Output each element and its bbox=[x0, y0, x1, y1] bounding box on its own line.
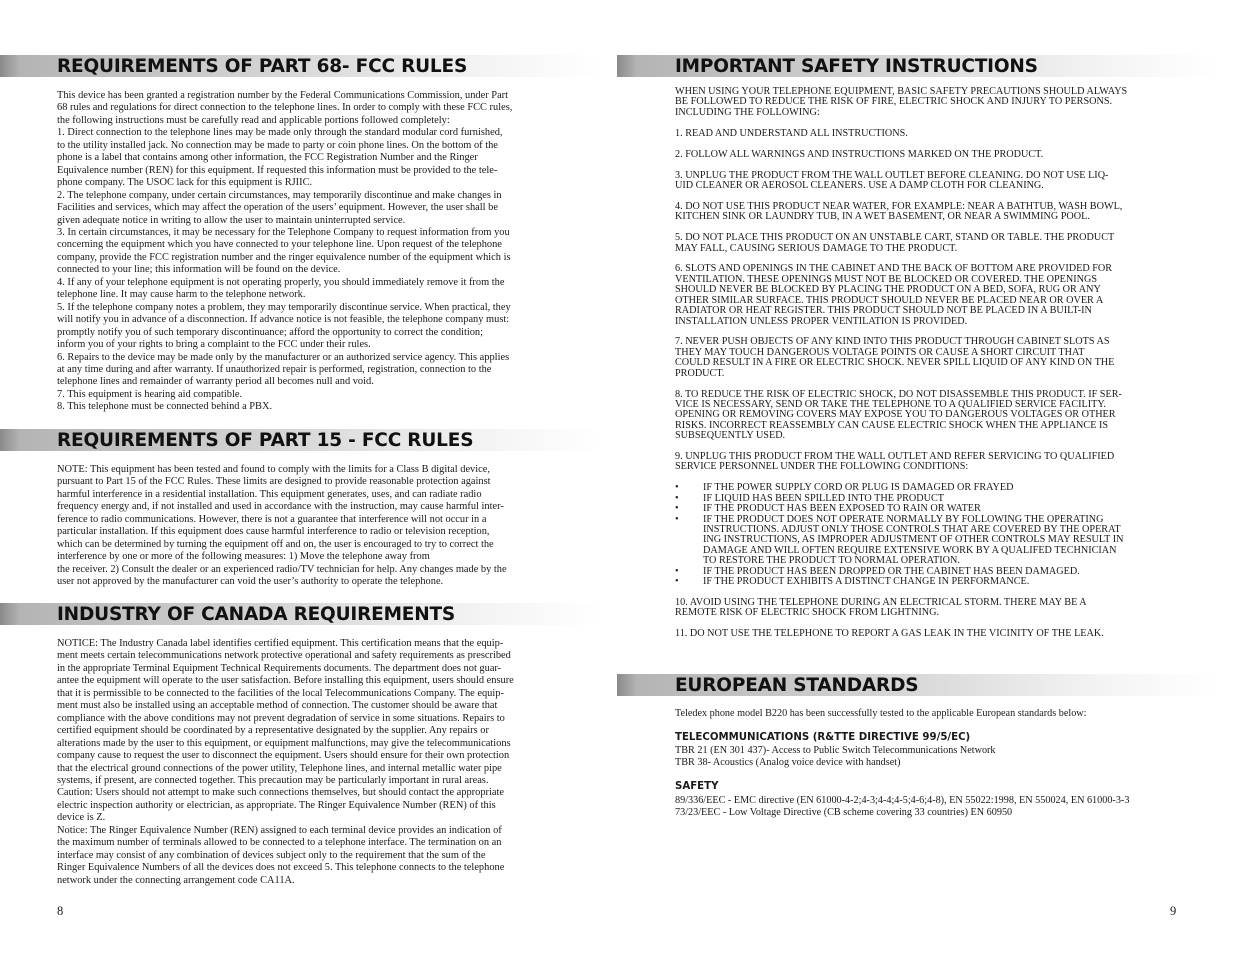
text-line: concerning the equipment which you have connected to your telephone line. Upon request of the telephone bbox=[57, 239, 502, 251]
text-line: phone company. The USOC lack for this equipment is RJIIC. bbox=[57, 177, 313, 189]
text-line: the receiver. 2) Consult the dealer or an experienced radio/TV technician for help. Any changes made by the bbox=[57, 563, 507, 575]
text-line: certified equipment should be coordinated by a representative designated by the supplier. Any repairs or bbox=[57, 725, 489, 737]
page-number: 9 bbox=[1170, 904, 1177, 918]
part15-section bbox=[0, 429, 600, 589]
text-line: the following instructions must be carefully read and applicable portions followed completely: bbox=[57, 114, 450, 126]
part15-title: REQUIREMENTS OF PART 15 - FCC RULES bbox=[57, 429, 474, 451]
text-line: OPENING OR REMOVING COVERS MAY EXPOSE YOU TO DANGEROUS VOLTAGES OR OTHER bbox=[675, 409, 1116, 421]
text-line: Facilities and services, which may affect the operation of the users’ equipment. However, the user shall be bbox=[57, 202, 498, 214]
text-line: ment meets certain telecommunications network protective operational and safety requirements as prescribed bbox=[57, 650, 511, 662]
text-line: interface may consist of any combination of devices subject only to the requirement that the sum of the bbox=[57, 849, 486, 861]
text-line: company cause to request the user to disconnect the equipment. Users should ensure for their own protection bbox=[57, 750, 510, 762]
text-line: telephone lines and remainder of warranty period all becomes null and void. bbox=[57, 376, 374, 388]
text-line: 3. UNPLUG THE PRODUCT FROM THE WALL OUTLET BEFORE CLEANING. DO NOT USE LIQ- bbox=[675, 169, 1109, 181]
text-line: at any time during and after warranty. If unauthorized repair is performed, registration, connection to the bbox=[57, 363, 492, 375]
safety-heading: SAFETY bbox=[675, 781, 719, 793]
text-line: 1. Direct connection to the telephone lines may be made only through the standard modular cord furnished, bbox=[57, 127, 503, 139]
text-line: PRODUCT. bbox=[675, 367, 725, 379]
text-line: connected to your line; this information will be found on the device. bbox=[57, 264, 341, 276]
text-line: WHEN USING YOUR TELEPHONE EQUIPMENT, BASIC SAFETY PRECAUTIONS SHOULD ALWAYS bbox=[675, 86, 1128, 97]
safety-paragraph bbox=[675, 629, 1180, 639]
text-line: company, provide the FCC registration number and the ringer equivalence number of the equipment which is bbox=[57, 251, 511, 263]
text-line: 8. This telephone must be connected behind a PBX. bbox=[57, 401, 273, 413]
text-line: 5. If the telephone company notes a problem, they may temporarily discontinue service. When practical, they bbox=[57, 301, 511, 313]
text-line: network under the connecting arrangement code CA11A. bbox=[57, 874, 295, 886]
text-line: OTHER SIMILAR SURFACE. THIS PRODUCT SHOULD NEVER BE PLACED NEAR OR OVER A bbox=[675, 294, 1104, 306]
text-line: 1. READ AND UNDERSTAND ALL INSTRUCTIONS. bbox=[675, 127, 908, 139]
text-line: VICE IS NECESSARY, SEND OR TAKE THE TELEPHONE TO A QUALIFIED SERVICE FACILITY. bbox=[675, 398, 1106, 410]
safety-paragraph bbox=[675, 202, 1180, 223]
text-line: Ringer Equivalence Numbers of all the devices does not exceed 5. This telephone connects to the telephone bbox=[57, 862, 505, 874]
text-line: electric inspection authority or electrician, as appropriate. The Ringer Equivalence Number (REN) of this bbox=[57, 799, 496, 811]
text-line: IF THE POWER SUPPLY CORD OR PLUG IS DAMAGED OR FRAYED bbox=[703, 482, 1014, 494]
text-line: ference to radio communications. However, there is not a guarantee that interference will not occur in a bbox=[57, 513, 487, 525]
text-line: 73/23/EEC - Low Voltage Directive (CB scheme covering 33 countries) EN 60950 bbox=[675, 806, 1013, 818]
text-line: UID CLEANER OR AEROSOL CLEANERS. USE A DAMP CLOTH FOR CLEANING. bbox=[675, 179, 1044, 191]
text-line: antee the equipment will operate to the user satisfaction. Before installing this equipment, users should ensure bbox=[57, 675, 514, 687]
text-line: inform you of your rights to bring a complaint to the FCC under their rules. bbox=[57, 339, 371, 351]
text-line: THEY MAY TOUCH DANGEROUS VOLTAGE POINTS OR CAUSE A SHORT CIRCUIT THAT bbox=[675, 346, 1085, 358]
text-line: 3. In certain circumstances, it may be necessary for the Telephone Company to request information from you bbox=[57, 226, 510, 238]
european-title: EUROPEAN STANDARDS bbox=[675, 674, 919, 696]
text-line: will notify you in advance of a disconnection. If advance notice is not feasible, the telephone company must: bbox=[57, 314, 510, 326]
telecom-heading: TELECOMMUNICATIONS (R&TTE DIRECTIVE 99/5/EC) bbox=[675, 732, 971, 743]
text-line: IF THE PRODUCT HAS BEEN DROPPED OR THE CABINET HAS BEEN DAMAGED. bbox=[703, 565, 1080, 577]
text-line: INSTRUCTIONS. ADJUST ONLY THOSE CONTROLS THAT ARE COVERED BY THE OPERAT bbox=[703, 524, 1121, 535]
section-header-bar bbox=[0, 603, 600, 625]
text-line: 4. DO NOT USE THIS PRODUCT NEAR WATER, FOR EXAMPLE: NEAR A BATHTUB, WASH BOWL, bbox=[675, 200, 1123, 212]
safety-paragraph bbox=[675, 150, 1180, 160]
text-line: 6. SLOTS AND OPENINGS IN THE CABINET AND THE BACK OF BOTTOM ARE PROVIDED FOR bbox=[675, 263, 1113, 275]
part68-body bbox=[57, 90, 562, 414]
text-line: 11. DO NOT USE THE TELEPHONE TO REPORT A GAS LEAK IN THE VICINITY OF THE LEAK. bbox=[675, 628, 1104, 640]
european-body bbox=[675, 708, 1180, 819]
text-line: SUBSEQUENTLY USED. bbox=[675, 430, 786, 442]
section-header-bar bbox=[0, 429, 600, 451]
safety-paragraph bbox=[675, 87, 1180, 118]
bullet-icon: • bbox=[675, 565, 679, 577]
text-line: 2. FOLLOW ALL WARNINGS AND INSTRUCTIONS MARKED ON THE PRODUCT. bbox=[675, 148, 1044, 160]
text-line: particular installation. If this equipment does cause harmful interference to radio or television reception, bbox=[57, 526, 490, 538]
text-line: given adequate notice in writing to allow the user to maintain uninterrupted service. bbox=[57, 214, 406, 226]
page-number: 8 bbox=[57, 904, 64, 918]
bullet-icon: • bbox=[675, 482, 679, 494]
text-line: IF THE PRODUCT DOES NOT OPERATE NORMALLY BY FOLLOWING THE OPERATING bbox=[703, 513, 1104, 525]
safety-paragraph bbox=[675, 598, 1180, 619]
text-line: harmful interference in a residential installation. This equipment generates, uses, and can radiate radio bbox=[57, 488, 482, 500]
text-line: promptly notify you of such temporary discontinuance; afford the opportunity to correct the condition; bbox=[57, 326, 484, 338]
text-line: frequency energy and, if not installed and used in accordance with the instruction, may cause harmful inter- bbox=[57, 501, 504, 513]
text-line: 8. TO REDUCE THE RISK OF ELECTRIC SHOCK, DO NOT DISASSEMBLE THIS PRODUCT. IF SER- bbox=[675, 388, 1122, 400]
text-line: RADIATOR OR HEAT REGISTER. THIS PRODUCT SHOULD NOT BE PLACED IN A BUILT-IN bbox=[675, 305, 1092, 317]
text-line: MAY FALL, CAUSING SERIOUS DAMAGE TO THE PRODUCT. bbox=[675, 242, 958, 254]
safety-paragraph bbox=[675, 390, 1180, 442]
bullet-icon: • bbox=[675, 503, 679, 515]
text-line: Caution: Users should not attempt to make such connections themselves, but should contact the appropriate bbox=[57, 787, 504, 799]
text-line: NOTICE: The Industry Canada label identifies certified equipment. This certification means that the equip- bbox=[57, 638, 504, 649]
part15-body bbox=[57, 464, 562, 589]
european-section bbox=[617, 674, 1217, 819]
list-item bbox=[675, 515, 1180, 567]
bullet-icon: • bbox=[675, 513, 679, 525]
text-line: VENTILATION. THESE OPENINGS MUST NOT BE BLOCKED OR COVERED. THE OPENINGS bbox=[675, 273, 1098, 285]
text-line: IF THE PRODUCT HAS BEEN EXPOSED TO RAIN OR WATER bbox=[703, 503, 981, 515]
text-line: NOTE: This equipment has been tested and found to comply with the limits for a Class B digital device, bbox=[57, 464, 490, 475]
safety-paragraph bbox=[675, 129, 1180, 139]
text-line: pursuant to Part 15 of the FCC Rules. These limits are designed to provide reasonable protection against bbox=[57, 476, 491, 488]
text-line: phone is a label that contains among other information, the FCC Registration Number and the Ringer bbox=[57, 152, 478, 164]
text-line: that the electrical ground connections of the power utility, Telephone lines, and internal metallic water pipe bbox=[57, 762, 502, 774]
text-line: SHOULD NEVER BE BLOCKED BY PLACING THE PRODUCT ON A BED, SOFA, RUG OR ANY bbox=[675, 284, 1101, 296]
text-line: DAMAGE AND WILL OFTEN REQUIRE EXTENSIVE WORK BY A QUALIFED TECHNICIAN bbox=[703, 544, 1117, 556]
safety-paragraph bbox=[675, 452, 1180, 473]
part68-title: REQUIREMENTS OF PART 68- FCC RULES bbox=[57, 55, 468, 77]
safety-section bbox=[617, 55, 1217, 650]
canada-section bbox=[0, 603, 600, 887]
text-line: RISKS. INCORRECT REASSEMBLY CAN CAUSE ELECTRIC SHOCK WHEN THE APPLIANCE IS bbox=[675, 419, 1109, 431]
safety-body bbox=[675, 87, 1180, 640]
text-line: TO RESTORE THE PRODUCT TO NORMAL OPERATION. bbox=[703, 555, 960, 567]
text-line: COULD RESULT IN A FIRE OR ELECTRIC SHOCK. NEVER SPILL LIQUID OF ANY KIND ON THE bbox=[675, 357, 1115, 369]
safety-paragraph bbox=[675, 264, 1180, 326]
text-line: 10. AVOID USING THE TELEPHONE DURING AN ELECTRICAL STORM. THERE MAY BE A bbox=[675, 596, 1087, 608]
canada-body bbox=[57, 638, 562, 887]
text-line: 68 rules and regulations for direct connection to the telephone lines. In order to comply with these FCC rules, bbox=[57, 102, 513, 114]
text-line: 5. DO NOT PLACE THIS PRODUCT ON AN UNSTABLE CART, STAND OR TABLE. THE PRODUCT bbox=[675, 232, 1115, 244]
text-line: which can be determined by turning the equipment off and on, the user is encouraged to try to correct the bbox=[57, 538, 494, 550]
safety-paragraph bbox=[675, 171, 1180, 192]
text-line: Equivalence number (REN) for this equipment. If requested this information must be provided to the tele- bbox=[57, 164, 498, 176]
text-line: SERVICE PERSONNEL UNDER THE FOLLOWING CONDITIONS: bbox=[675, 461, 969, 473]
text-line: compliance with the above conditions may not prevent degradation of service in some situations. Repairs to bbox=[57, 712, 505, 724]
european-intro: Teledex phone model B220 has been successfully tested to the applicable European standards below: bbox=[675, 708, 1087, 719]
text-line: telephone line. It may cause harm to the telephone network. bbox=[57, 289, 306, 301]
text-line: systems, if present, are connected together. This precaution may be particularly important in rural areas. bbox=[57, 774, 489, 786]
safety-paragraph bbox=[675, 233, 1180, 254]
text-line: TBR 38- Acoustics (Analog voice device with handset) bbox=[675, 757, 901, 769]
safety-title: IMPORTANT SAFETY INSTRUCTIONS bbox=[675, 55, 1038, 77]
text-line: device is Z. bbox=[57, 812, 106, 824]
text-line: IF LIQUID HAS BEEN SPILLED INTO THE PRODUCT bbox=[703, 492, 945, 504]
text-line: ment must also be installed using an acceptable method of connection. The customer should be aware that bbox=[57, 700, 498, 712]
text-line: TBR 21 (EN 301 437)- Access to Public Switch Telecommunications Network bbox=[675, 745, 996, 757]
text-line: 7. NEVER PUSH OBJECTS OF ANY KIND INTO THIS PRODUCT THROUGH CABINET SLOTS AS bbox=[675, 336, 1110, 348]
text-line: BE FOLLOWED TO REDUCE THE RISK OF FIRE, ELECTRIC SHOCK AND INJURY TO PERSONS. bbox=[675, 96, 1113, 108]
text-line: REMOTE RISK OF ELECTRIC SHOCK FROM LIGHTNING. bbox=[675, 607, 940, 619]
section-header-bar bbox=[617, 674, 1217, 696]
text-line: to the utility installed jack. No connection may be made to party or coin phone lines. On the bottom of the bbox=[57, 139, 498, 151]
section-header-bar bbox=[617, 55, 1217, 77]
list-item bbox=[675, 577, 1180, 587]
text-line: INCLUDING THE FOLLOWING: bbox=[675, 106, 820, 118]
text-line: the maximum number of terminals allowed to be connected to a telephone interface. The termination on an bbox=[57, 837, 502, 849]
text-line: ING INSTRUCTIONS, AS IMPROPER ADJUSTMENT OF OTHER CONTROLS MAY RESULT IN bbox=[703, 534, 1124, 546]
conditions-list bbox=[675, 483, 1180, 587]
text-line: 2. The telephone company, under certain circumstances, may temporarily discontinue and make changes in bbox=[57, 189, 502, 201]
text-line: that it is permissible to be connected to the facilities of the local Telecommunications Company. The equip- bbox=[57, 687, 504, 699]
text-line: user not approved by the manufacturer can void the user’s authority to operate the telephone. bbox=[57, 576, 444, 588]
section-header-bar bbox=[0, 55, 600, 77]
text-line: 89/336/EEC - EMC directive (EN 61000-4-2;4-3;4-4;4-5;4-6;4-8), EN 55022:1998, EN 550024, EN 61000-3-3 bbox=[675, 794, 1130, 806]
part68-section bbox=[0, 55, 600, 414]
text-line: interference by one or more of the following measures: 1) Move the telephone away from bbox=[57, 551, 430, 563]
text-line: 6. Repairs to the device may be made only by the manufacturer or an authorized service agency. This applies bbox=[57, 351, 510, 363]
text-line: 9. UNPLUG THIS PRODUCT FROM THE WALL OUTLET AND REFER SERVICING TO QUALIFIED bbox=[675, 451, 1115, 463]
bullet-icon: • bbox=[675, 492, 679, 504]
bullet-icon: • bbox=[675, 576, 679, 588]
text-line: in the appropriate Terminal Equipment Technical Requirements documents. The department does not guar- bbox=[57, 662, 502, 674]
text-line: alterations made by the user to this equipment, or equipment malfunctions, may give the telecommunications bbox=[57, 737, 511, 749]
text-line: KITCHEN SINK OR LAUNDRY TUB, IN A WET BASEMENT, OR NEAR A SWIMMING POOL. bbox=[675, 211, 1090, 223]
text-line: INSTALLATION UNLESS PROPER VENTILATION IS PROVIDED. bbox=[675, 315, 968, 327]
canada-title: INDUSTRY OF CANADA REQUIREMENTS bbox=[57, 603, 456, 625]
text-line: 4. If any of your telephone equipment is not operating properly, you should immediately remove it from the bbox=[57, 276, 505, 288]
text-line: 7. This equipment is hearing aid compatible. bbox=[57, 388, 243, 400]
text-line: This device has been granted a registration number by the Federal Communications Commission, under Part bbox=[57, 90, 509, 101]
text-line: Notice: The Ringer Equivalence Number (REN) assigned to each terminal device provides an indication of bbox=[57, 824, 502, 836]
safety-paragraph bbox=[675, 337, 1180, 379]
text-line: IF THE PRODUCT EXHIBITS A DISTINCT CHANGE IN PERFORMANCE. bbox=[703, 576, 1030, 588]
